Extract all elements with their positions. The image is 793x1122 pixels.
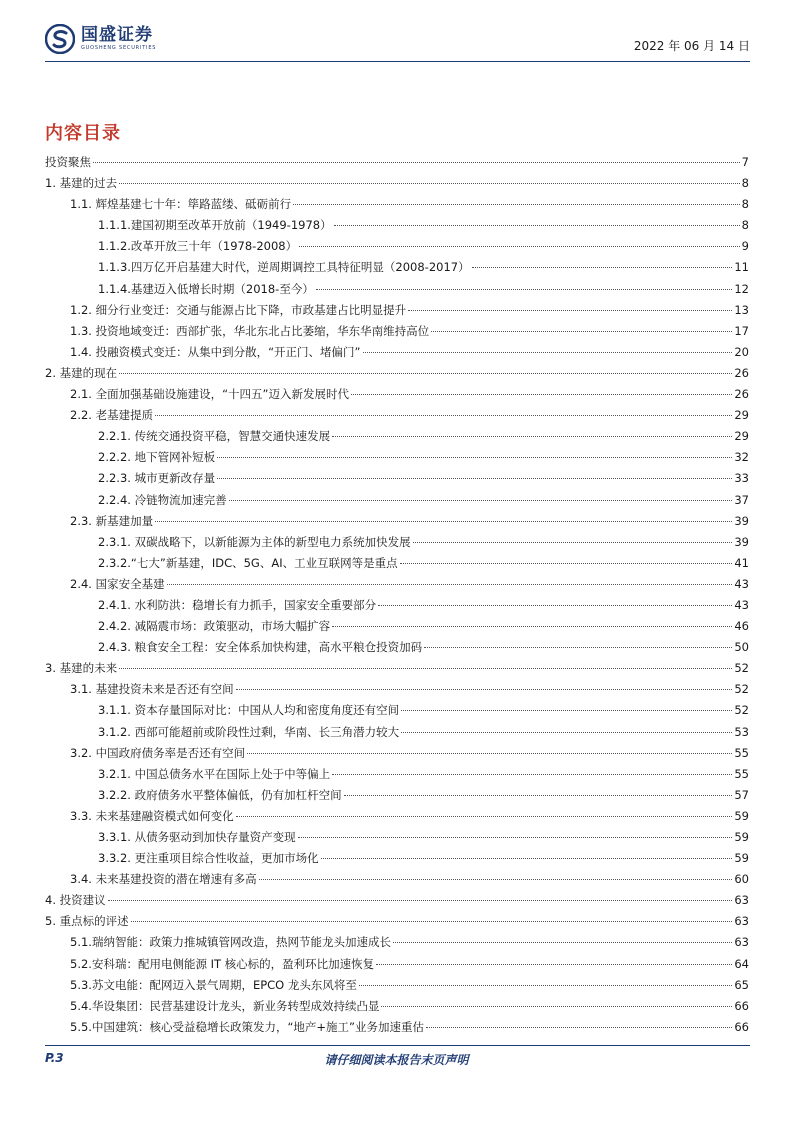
toc-entry-text: 2.1. 全面加强基础设施建设，“十四五”迈入新发展时代 bbox=[70, 387, 350, 402]
toc-entry[interactable] bbox=[45, 764, 749, 785]
toc-entry[interactable] bbox=[45, 553, 749, 574]
toc-entry[interactable] bbox=[45, 532, 749, 553]
toc-entry-page: 55 bbox=[734, 745, 749, 760]
toc-entry-page: 43 bbox=[734, 576, 749, 591]
toc-entry-page: 8 bbox=[741, 218, 749, 233]
toc-leader-dots bbox=[359, 985, 732, 986]
toc-entry-page: 9 bbox=[741, 239, 749, 254]
toc-leader-dots bbox=[378, 605, 732, 606]
toc-entry[interactable] bbox=[45, 257, 749, 278]
toc-entry[interactable] bbox=[45, 363, 749, 384]
toc-leader-dots bbox=[217, 478, 732, 479]
toc-entry[interactable] bbox=[45, 743, 749, 764]
toc-title: 内容目录 bbox=[45, 123, 121, 144]
toc-leader-dots bbox=[424, 647, 732, 648]
toc-entry[interactable] bbox=[45, 785, 749, 806]
toc-entry-page: 13 bbox=[734, 302, 749, 317]
toc-leader-dots bbox=[376, 964, 732, 965]
toc-entry[interactable] bbox=[45, 342, 749, 363]
toc-entry-text: 3.1. 基建投资未来是否还有空间 bbox=[70, 682, 234, 697]
toc-leader-dots bbox=[332, 436, 732, 437]
toc-leader-dots bbox=[259, 879, 733, 880]
toc-leader-dots bbox=[119, 373, 732, 374]
toc-entry-page: 29 bbox=[734, 429, 749, 444]
toc-entry-page: 63 bbox=[734, 935, 749, 950]
company-logo bbox=[45, 24, 156, 54]
toc-entry-page: 59 bbox=[734, 851, 749, 866]
toc-entry-text: 3. 基建的未来 bbox=[45, 661, 118, 676]
toc-entry-text: 2.2.1. 传统交通投资平稳，智慧交通快速发展 bbox=[98, 429, 331, 444]
toc-entry[interactable] bbox=[45, 300, 749, 321]
toc-entry[interactable] bbox=[45, 236, 749, 257]
toc-entry-page: 63 bbox=[734, 893, 749, 908]
toc-leader-dots bbox=[155, 415, 732, 416]
toc-leader-dots bbox=[167, 584, 733, 585]
toc-leader-dots bbox=[332, 774, 732, 775]
toc-entry[interactable] bbox=[45, 827, 749, 848]
toc-entry-page: 43 bbox=[734, 597, 749, 612]
toc-entry-text: 5.4.华设集团：民营基建设计龙头，新业务转型成效持续凸显 bbox=[70, 998, 380, 1013]
toc-entry-text: 1.1. 辉煌基建七十年：筚路蓝缕、砥砺前行 bbox=[70, 197, 292, 212]
toc-leader-dots bbox=[108, 900, 733, 901]
toc-entry[interactable] bbox=[45, 679, 749, 700]
toc-entry-text: 2.2.2. 地下管网补短板 bbox=[98, 450, 216, 465]
toc-entry-text: 2.4. 国家安全基建 bbox=[70, 576, 165, 591]
toc-entry-text: 5.5.中国建筑：核心受益稳增长政策发力，“地产+施工”业务加速重估 bbox=[70, 1019, 424, 1034]
toc-entry[interactable] bbox=[45, 700, 749, 721]
toc-leader-dots bbox=[426, 1027, 732, 1028]
toc-entry-page: 59 bbox=[734, 808, 749, 823]
toc-entry-text: 4. 投资建议 bbox=[45, 893, 106, 908]
page-header bbox=[45, 22, 750, 62]
toc-entry-page: 52 bbox=[734, 703, 749, 718]
logo-brand-cn: 国盛证券 bbox=[81, 25, 153, 45]
toc-leader-dots bbox=[93, 162, 740, 163]
toc-leader-dots bbox=[229, 500, 733, 501]
toc-entry-text: 3.3.2. 更注重项目综合性收益，更加市场化 bbox=[98, 851, 319, 866]
toc-entry-text: 1.1.4.基建迈入低增长时期（2018-至今） bbox=[98, 281, 314, 296]
toc-entry[interactable] bbox=[45, 194, 749, 215]
toc-leader-dots bbox=[381, 1006, 732, 1007]
toc-entry[interactable] bbox=[45, 426, 749, 447]
toc-entry-page: 52 bbox=[734, 661, 749, 676]
toc-leader-dots bbox=[321, 858, 733, 859]
toc-leader-dots bbox=[408, 310, 732, 311]
toc-leader-dots bbox=[431, 331, 732, 332]
toc-leader-dots bbox=[299, 246, 740, 247]
toc-entry-text: 1.4. 投融资模式变迁：从集中到分散，“开正门、堵偏门” bbox=[70, 344, 361, 359]
toc-entry-page: 26 bbox=[734, 387, 749, 402]
toc-entry[interactable] bbox=[45, 806, 749, 827]
toc-entry-page: 46 bbox=[734, 619, 749, 634]
toc-entry-text: 2.4.2. 减隔震市场：政策驱动，市场大幅扩容 bbox=[98, 619, 331, 634]
toc-entry[interactable] bbox=[45, 975, 749, 996]
toc-entry-text: 5.1.瑞纳智能：政策力推城镇管网改造，热网节能龙头加速成长 bbox=[70, 935, 391, 950]
toc-entry-text: 2.3. 新基建加量 bbox=[70, 513, 154, 528]
toc-entry-page: 39 bbox=[734, 513, 749, 528]
toc-entry-page: 26 bbox=[734, 365, 749, 380]
toc-entry[interactable] bbox=[45, 279, 749, 300]
toc-entry[interactable] bbox=[45, 447, 749, 468]
toc-entry-text: 2.2.4. 冷链物流加速完善 bbox=[98, 492, 227, 507]
toc-entry-page: 52 bbox=[734, 682, 749, 697]
toc-leader-dots bbox=[155, 521, 732, 522]
toc-entry-page: 17 bbox=[734, 323, 749, 338]
toc-entry[interactable] bbox=[45, 595, 749, 616]
report-date: 2022 年 06 月 14 日 bbox=[633, 39, 750, 53]
footer-page-number: P.3 bbox=[45, 1051, 64, 1065]
toc-entry[interactable] bbox=[45, 215, 749, 236]
toc-leader-dots bbox=[401, 710, 732, 711]
toc-entry-text: 2.4.1. 水利防洪：稳增长有力抓手，国家安全重要部分 bbox=[98, 597, 377, 612]
toc-leader-dots bbox=[119, 668, 732, 669]
toc-leader-dots bbox=[472, 267, 733, 268]
toc-entry-text: 1.2. 细分行业变迁：交通与能源占比下降，市政基建占比明显提升 bbox=[70, 302, 407, 317]
toc-entry-text: 2.4.3. 粮食安全工程：安全体系加快构建，高水平粮仓投资加码 bbox=[98, 640, 423, 655]
toc-entry[interactable] bbox=[45, 468, 749, 489]
toc-entry-page: 41 bbox=[734, 555, 749, 570]
toc-entry[interactable] bbox=[45, 658, 749, 679]
toc-entry[interactable] bbox=[45, 637, 749, 658]
toc-leader-dots bbox=[400, 563, 733, 564]
toc-entry-text: 5.3.苏文电能：配网迈入景气周期，EPCO 龙头东风将至 bbox=[70, 977, 357, 992]
toc-entry[interactable] bbox=[45, 321, 749, 342]
toc-leader-dots bbox=[334, 225, 740, 226]
toc-entry-text: 1.1.3.四万亿开启基建大时代，逆周期调控工具特征明显（2008-2017） bbox=[98, 260, 470, 275]
toc-entry[interactable] bbox=[45, 152, 749, 173]
toc-entry[interactable] bbox=[45, 616, 749, 637]
toc-entry-page: 65 bbox=[734, 977, 749, 992]
toc-entry[interactable] bbox=[45, 490, 749, 511]
toc-entry-page: 8 bbox=[741, 197, 749, 212]
footer-disclaimer: 请仔细阅读本报告末页声明 bbox=[324, 1053, 469, 1067]
toc-entry-page: 7 bbox=[741, 155, 749, 169]
toc-entry-page: 55 bbox=[734, 766, 749, 781]
toc-entry-text: 3.4. 未来基建投资的潜在增速有多高 bbox=[70, 872, 257, 887]
logo-icon bbox=[45, 24, 75, 54]
toc-entry-page: 33 bbox=[734, 471, 749, 486]
toc-entry-page: 20 bbox=[734, 344, 749, 359]
toc-leader-dots bbox=[332, 626, 732, 627]
toc-entry-text: 投资聚焦 bbox=[45, 155, 91, 169]
toc-leader-dots bbox=[413, 542, 733, 543]
toc-leader-dots bbox=[217, 457, 732, 458]
toc-entry-page: 66 bbox=[734, 1019, 749, 1034]
toc-entry[interactable] bbox=[45, 384, 749, 405]
toc-leader-dots bbox=[131, 921, 733, 922]
toc-entry-text: 3.2.1. 中国总债务水平在国际上处于中等偏上 bbox=[98, 766, 331, 781]
toc-leader-dots bbox=[298, 837, 733, 838]
toc-leader-dots bbox=[247, 753, 732, 754]
toc-entry-text: 3.2. 中国政府债务率是否还有空间 bbox=[70, 745, 246, 760]
toc-entry[interactable] bbox=[45, 574, 749, 595]
toc-entry-page: 39 bbox=[734, 534, 749, 549]
toc-entry-page: 64 bbox=[734, 956, 749, 971]
toc-leader-dots bbox=[119, 183, 740, 184]
toc-entry-text: 5.2.安科瑞：配用电侧能源 IT 核心标的，盈利环比加速恢复 bbox=[70, 956, 375, 971]
toc-entry-text: 1. 基建的过去 bbox=[45, 176, 118, 191]
toc-entry-page: 63 bbox=[734, 914, 749, 929]
toc-entry-text: 2. 基建的现在 bbox=[45, 365, 118, 380]
toc-leader-dots bbox=[236, 689, 733, 690]
toc-entry-text: 2.3.2.“七大”新基建，IDC、5G、AI、工业互联网等是重点 bbox=[98, 555, 398, 570]
toc-entry-page: 8 bbox=[741, 176, 749, 191]
toc-entry-text: 2.3.1. 双碳战略下，以新能源为主体的新型电力系统加快发展 bbox=[98, 534, 411, 549]
toc-entry-text: 2.2. 老基建提质 bbox=[70, 408, 154, 423]
toc-leader-dots bbox=[293, 204, 740, 205]
toc-entry[interactable] bbox=[45, 932, 749, 953]
toc-entry[interactable] bbox=[45, 722, 749, 743]
toc-leader-dots bbox=[316, 289, 733, 290]
toc-entry[interactable] bbox=[45, 848, 749, 869]
toc-entry-page: 32 bbox=[734, 450, 749, 465]
toc-entry-text: 2.2.3. 城市更新改存量 bbox=[98, 471, 216, 486]
toc-entry[interactable] bbox=[45, 511, 749, 532]
toc-entry-text: 3.1.1. 资本存量国际对比：中国从人均和密度角度还有空间 bbox=[98, 703, 400, 718]
toc-leader-dots bbox=[363, 352, 733, 353]
toc-leader-dots bbox=[401, 732, 732, 733]
toc-entry-text: 3.2.2. 政府债务水平整体偏低，仍有加杠杆空间 bbox=[98, 787, 342, 802]
header-divider bbox=[45, 61, 750, 62]
toc-entry[interactable] bbox=[45, 996, 749, 1017]
toc-entry-page: 29 bbox=[734, 408, 749, 423]
toc-entry-page: 50 bbox=[734, 640, 749, 655]
toc-entry[interactable] bbox=[45, 173, 749, 194]
toc-entry[interactable] bbox=[45, 911, 749, 932]
toc-entry[interactable] bbox=[45, 1017, 749, 1038]
logo-brand-en: GUOSHENG SECURITIES bbox=[81, 45, 157, 51]
toc-leader-dots bbox=[393, 942, 732, 943]
toc-entry-text: 3.3.1. 从债务驱动到加快存量资产变现 bbox=[98, 830, 296, 844]
toc-entry[interactable] bbox=[45, 405, 749, 426]
toc-entry[interactable] bbox=[45, 890, 749, 911]
footer-divider bbox=[45, 1045, 750, 1046]
toc-leader-dots bbox=[344, 795, 733, 796]
toc-leader-dots bbox=[351, 394, 732, 395]
toc-entry-text: 3.1.2. 西部可能超前或阶段性过剩，华南、长三角潜力较大 bbox=[98, 724, 400, 739]
toc-leader-dots bbox=[236, 816, 733, 817]
toc-entry[interactable] bbox=[45, 869, 749, 890]
toc-entry-page: 57 bbox=[734, 787, 749, 802]
toc-entry-text: 1.1.2.改革开放三十年（1978-2008） bbox=[98, 239, 298, 254]
table-of-contents bbox=[45, 152, 749, 1038]
toc-entry[interactable] bbox=[45, 954, 749, 975]
toc-entry-page: 53 bbox=[734, 724, 749, 739]
toc-entry-page: 12 bbox=[734, 281, 749, 296]
toc-entry-page: 11 bbox=[734, 260, 749, 275]
toc-entry-page: 59 bbox=[734, 830, 749, 844]
toc-entry-page: 66 bbox=[734, 998, 749, 1013]
toc-entry-text: 1.3. 投资地域变迁：西部扩张，华北东北占比萎缩，华东华南维持高位 bbox=[70, 323, 430, 338]
toc-entry-text: 1.1.1.建国初期至改革开放前（1949-1978） bbox=[98, 218, 332, 233]
toc-entry-text: 5. 重点标的评述 bbox=[45, 914, 129, 929]
toc-entry-page: 60 bbox=[734, 872, 749, 887]
toc-entry-page: 37 bbox=[734, 492, 749, 507]
toc-entry-text: 3.3. 未来基建融资模式如何变化 bbox=[70, 808, 234, 823]
